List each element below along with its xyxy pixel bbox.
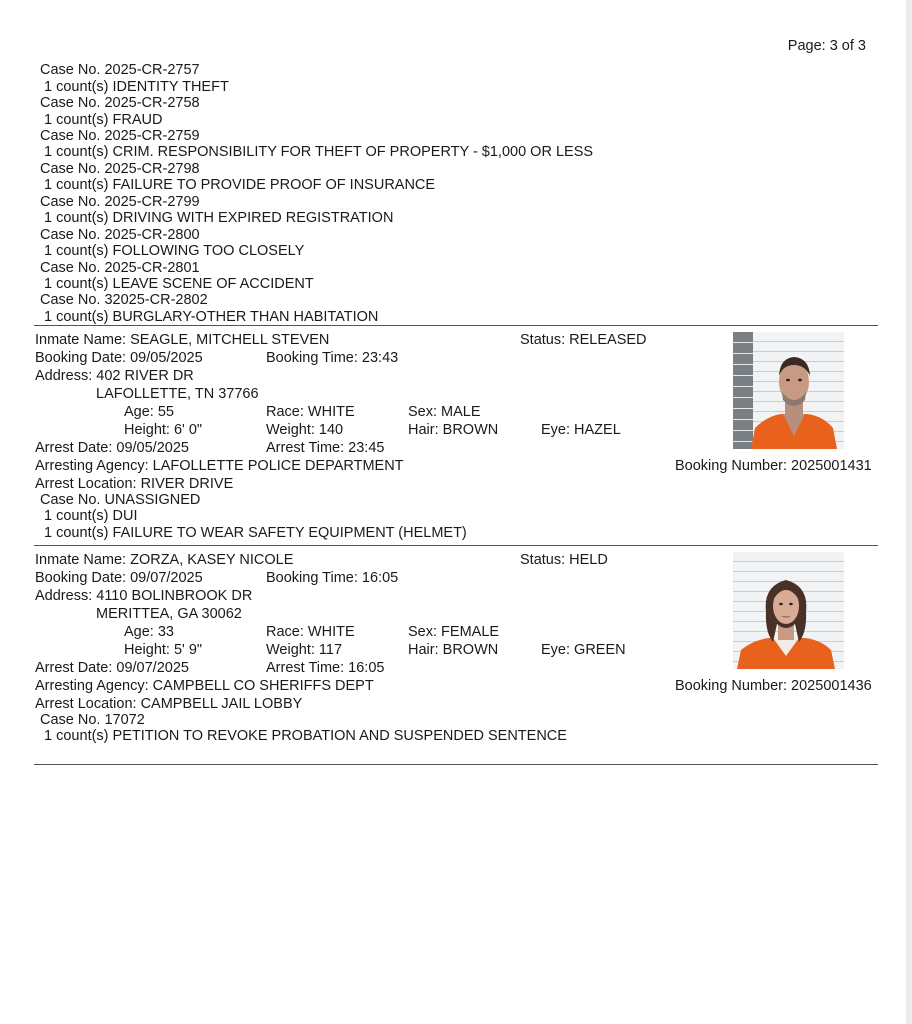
arrest-time: Arrest Time: 23:45 xyxy=(266,440,385,456)
booking-date: Booking Date: 09/05/2025 xyxy=(35,350,203,366)
hair-color: Hair: BROWN xyxy=(408,642,499,658)
charge-line: 1 count(s) FOLLOWING TOO CLOSELY xyxy=(40,243,305,259)
booking-time: Booking Time: 16:05 xyxy=(266,570,399,586)
page-edge-shadow xyxy=(906,0,912,1024)
charge-line: 1 count(s) FAILURE TO PROVIDE PROOF OF INSURANCE xyxy=(40,177,436,193)
charge-line: 1 count(s) PETITION TO REVOKE PROBATION AND SUSPENDED SENTENCE xyxy=(40,728,567,744)
inmate-name: Inmate Name: ZORZA, KASEY NICOLE xyxy=(35,552,294,568)
hair-color: Hair: BROWN xyxy=(408,422,499,438)
case-number: Case No. 2025-CR-2758 xyxy=(40,95,200,111)
booking-date: Booking Date: 09/07/2025 xyxy=(35,570,203,586)
mugshot-photo xyxy=(733,552,844,669)
address-city: MERITTEA, GA 30062 xyxy=(96,606,242,622)
age: Age: 33 xyxy=(124,624,174,640)
case-number: Case No. 2025-CR-2798 xyxy=(40,161,200,177)
charge-line: 1 count(s) FRAUD xyxy=(40,112,163,128)
case-number: Case No. UNASSIGNED xyxy=(40,492,201,508)
case-number: Case No. 2025-CR-2759 xyxy=(40,128,200,144)
arrest-location: Arrest Location: CAMPBELL JAIL LOBBY xyxy=(35,696,303,712)
case-number: Case No. 2025-CR-2801 xyxy=(40,260,200,276)
race: Race: WHITE xyxy=(266,404,355,420)
charge-line: 1 count(s) IDENTITY THEFT xyxy=(40,79,229,95)
charge-line: 1 count(s) FAILURE TO WEAR SAFETY EQUIPMENT (HELMET) xyxy=(40,525,467,541)
address-street: Address: 402 RIVER DR xyxy=(35,368,194,384)
booking-number: Booking Number: 2025001436 xyxy=(675,678,872,694)
inmate-status: Status: HELD xyxy=(520,552,608,568)
mugshot-photo xyxy=(733,332,844,449)
sex: Sex: MALE xyxy=(408,404,481,420)
inmate-status: Status: RELEASED xyxy=(520,332,647,348)
record-divider xyxy=(34,545,878,546)
case-number: Case No. 17072 xyxy=(40,712,145,728)
height: Height: 6' 0" xyxy=(124,422,203,438)
case-number: Case No. 2025-CR-2800 xyxy=(40,227,200,243)
page-number: Page: 3 of 3 xyxy=(787,38,866,54)
charge-line: 1 count(s) LEAVE SCENE OF ACCIDENT xyxy=(40,276,314,292)
arrest-date: Arrest Date: 09/05/2025 xyxy=(35,440,189,456)
arresting-agency: Arresting Agency: LAFOLLETTE POLICE DEPARTMENT xyxy=(35,458,404,474)
sex: Sex: FEMALE xyxy=(408,624,500,640)
charge-line: 1 count(s) BURGLARY-OTHER THAN HABITATION xyxy=(40,309,379,325)
age: Age: 55 xyxy=(124,404,174,420)
height: Height: 5' 9" xyxy=(124,642,203,658)
case-number: Case No. 32025-CR-2802 xyxy=(40,292,208,308)
booking-number: Booking Number: 2025001431 xyxy=(675,458,872,474)
inmate-name: Inmate Name: SEAGLE, MITCHELL STEVEN xyxy=(35,332,330,348)
charge-line: 1 count(s) DRIVING WITH EXPIRED REGISTRATION xyxy=(40,210,394,226)
charge-line: 1 count(s) DUI xyxy=(40,508,138,524)
address-city: LAFOLLETTE, TN 37766 xyxy=(96,386,259,402)
race: Race: WHITE xyxy=(266,624,355,640)
record-divider xyxy=(34,325,878,326)
arrest-time: Arrest Time: 16:05 xyxy=(266,660,385,676)
eye-color: Eye: GREEN xyxy=(541,642,626,658)
weight: Weight: 117 xyxy=(266,642,343,658)
arrest-location: Arrest Location: RIVER DRIVE xyxy=(35,476,234,492)
charge-line: 1 count(s) CRIM. RESPONSIBILITY FOR THEFT OF PROPERTY - $1,000 OR LESS xyxy=(40,144,594,160)
eye-color: Eye: HAZEL xyxy=(541,422,621,438)
weight: Weight: 140 xyxy=(266,422,344,438)
address-street: Address: 4110 BOLINBROOK DR xyxy=(35,588,253,604)
arresting-agency: Arresting Agency: CAMPBELL CO SHERIFFS DEPT xyxy=(35,678,374,694)
booking-time: Booking Time: 23:43 xyxy=(266,350,399,366)
case-number: Case No. 2025-CR-2799 xyxy=(40,194,200,210)
arrest-date: Arrest Date: 09/07/2025 xyxy=(35,660,189,676)
page-end-divider xyxy=(34,764,878,765)
case-number: Case No. 2025-CR-2757 xyxy=(40,62,200,78)
